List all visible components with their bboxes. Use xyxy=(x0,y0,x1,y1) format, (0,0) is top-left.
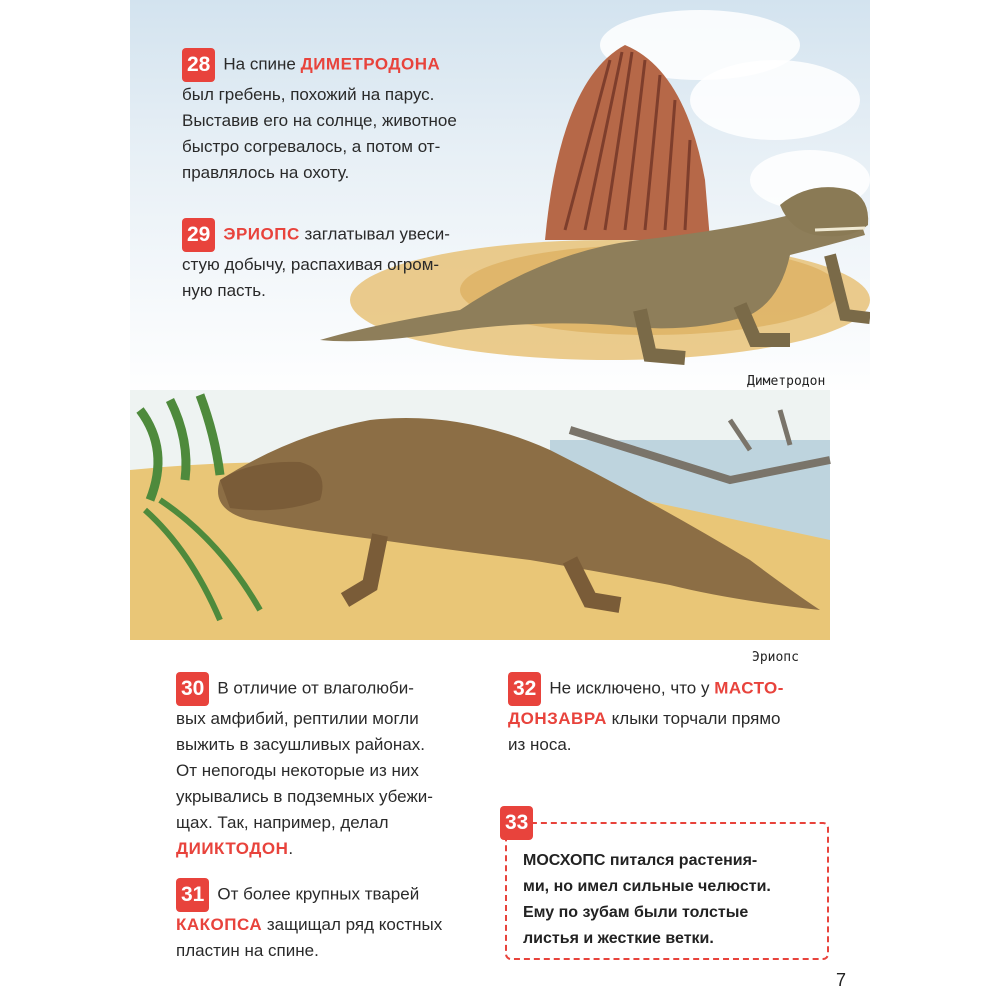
fact-28-line: Выставив его на солнце, животное xyxy=(182,111,457,130)
fact-32 xyxy=(508,672,848,758)
fact-28-line: быстро согревалось, а потом от- xyxy=(182,137,441,156)
fact-29-line: стую добычу, распахивая огром- xyxy=(182,255,440,274)
fact-30-line: выжить в засушливых районах. xyxy=(176,735,425,754)
fact-number-badge: 31 xyxy=(176,878,209,912)
eryops-illustration xyxy=(130,390,870,650)
fact-32-highlight: МАСТО- xyxy=(714,678,784,698)
fact-28-line: правлялось на охоту. xyxy=(182,163,350,182)
fact-33-text xyxy=(523,848,815,952)
fact-number-badge: 30 xyxy=(176,672,209,706)
fact-29-suffix: заглатывал увеси- xyxy=(299,224,450,244)
fact-33-line: ми, но имел сильные челюсти. xyxy=(523,878,771,895)
fact-30-line: щах. Так, например, делал xyxy=(176,813,389,832)
fact-32-prefix: Не исключено, что у xyxy=(549,678,715,698)
fact-32-first-line xyxy=(508,672,848,706)
fact-32-second-line xyxy=(508,706,848,732)
fact-28-line: был гребень, похожий на парус. xyxy=(182,85,435,104)
fact-33-line: МОСХОПС питался растения- xyxy=(523,852,758,869)
fact-number-badge: 33 xyxy=(500,806,533,840)
fact-28 xyxy=(182,48,512,186)
fact-29-highlight: ЭРИОПС xyxy=(223,224,300,244)
fact-31-second-line xyxy=(176,912,486,938)
fact-31-highlight: КАКОПСА xyxy=(176,915,263,934)
fact-32-highlight: ДОНЗАВРА xyxy=(508,709,607,728)
fact-30-line1: В отличие от влаголюби- xyxy=(217,678,414,698)
fact-30-tail: . xyxy=(288,839,294,858)
fact-number-badge: 29 xyxy=(182,218,215,252)
fact-33-box xyxy=(505,822,829,960)
fact-32-suffix: клыки торчали прямо xyxy=(606,709,781,728)
book-page xyxy=(130,0,870,1000)
dimetrodon-caption: Диметродон xyxy=(747,374,826,389)
fact-28-first-line xyxy=(182,48,512,82)
fact-30-last-line xyxy=(176,836,486,862)
page-number: 7 xyxy=(836,970,847,990)
fact-31 xyxy=(176,878,486,964)
fact-number-badge: 28 xyxy=(182,48,215,82)
fact-33-line: Ему по зубам были толстые xyxy=(523,904,749,921)
fact-30-line: укрывались в подземных убежи- xyxy=(176,787,433,806)
fact-31-line1: От более крупных тварей xyxy=(217,884,420,904)
fact-31-suffix: защищал ряд костных xyxy=(262,915,443,934)
fact-29-first-line xyxy=(182,218,502,252)
fact-32-line: из носа. xyxy=(508,735,572,754)
fact-30-highlight: ДИИКТОДОН xyxy=(176,839,289,858)
fact-28-prefix: На спине xyxy=(223,54,301,74)
fact-28-highlight: ДИМЕТРОДОНА xyxy=(300,54,441,74)
fact-29 xyxy=(182,218,502,304)
eryops-caption: Эриопс xyxy=(752,650,799,665)
fact-31-line: пластин на спине. xyxy=(176,941,319,960)
fact-29-line: ную пасть. xyxy=(182,281,266,300)
fact-33-line: листья и жесткие ветки. xyxy=(523,930,714,947)
fact-30-line: вых амфибий, рептилии могли xyxy=(176,709,419,728)
fact-number-badge: 32 xyxy=(508,672,541,706)
fact-31-first-line xyxy=(176,878,486,912)
fact-30-line: От непогоды некоторые из них xyxy=(176,761,419,780)
fact-30 xyxy=(176,672,486,862)
fact-30-first-line xyxy=(176,672,486,706)
